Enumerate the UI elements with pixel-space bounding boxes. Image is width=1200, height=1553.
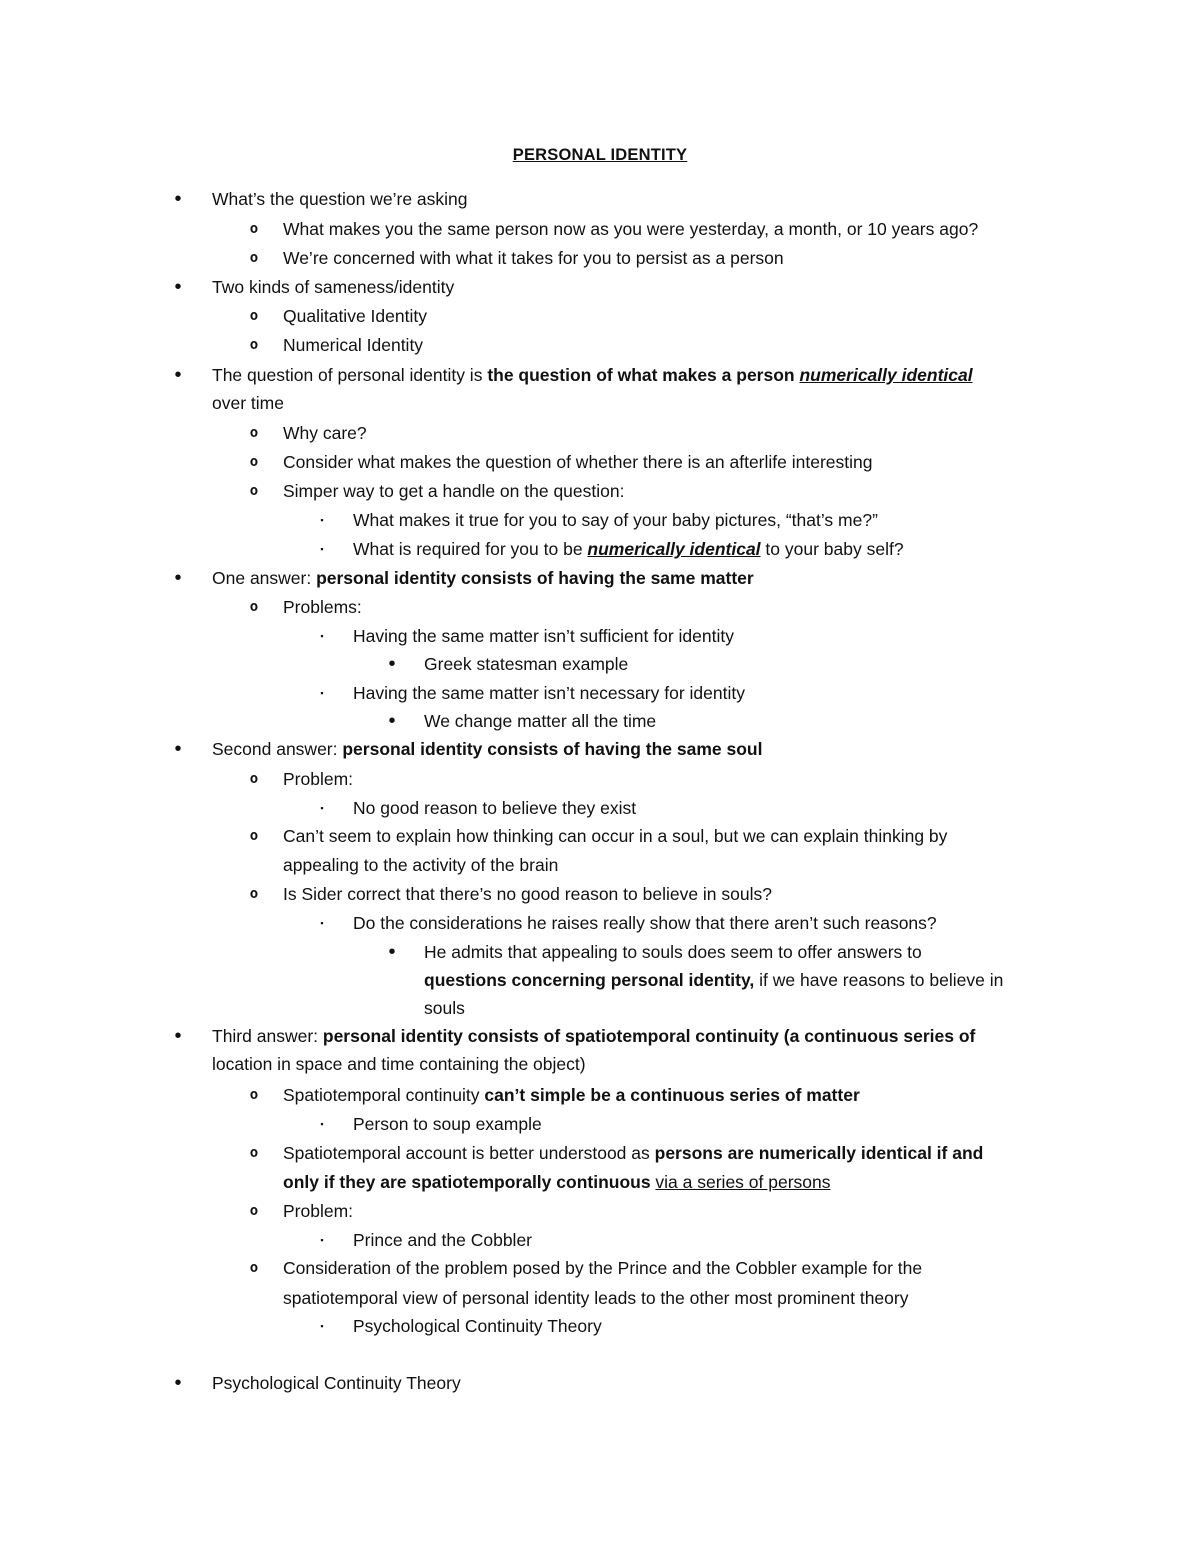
bullet-marker: • [388, 941, 396, 963]
emphasis-text: numerically identical [799, 365, 973, 385]
outline-subitem: Why care? [283, 423, 367, 443]
underlined-text: via a series of persons [655, 1172, 831, 1192]
text-run: One answer: [212, 568, 317, 588]
outline-item-continued: over time [212, 393, 284, 413]
square-bullet-marker: ▪ [320, 631, 324, 641]
text-run: Spatiotemporal continuity [283, 1085, 485, 1105]
bullet-marker: • [174, 276, 182, 298]
outline-level4-item: He admits that appealing to souls does seem to offer answers to [424, 942, 922, 962]
outline-subitem: We’re concerned with what it takes for you to persist as a person [283, 248, 784, 268]
outline-subitem: Is Sider correct that there’s no good reason to believe in souls? [283, 884, 772, 904]
bold-text: questions concerning personal identity, [424, 970, 755, 990]
sub-bullet-marker: o [249, 221, 259, 237]
outline-subitem: Can’t seem to explain how thinking can occur in a soul, but we can explain thinking by [283, 826, 948, 846]
sub-bullet-marker: o [249, 454, 259, 470]
outline-subsubitem: Having the same matter isn’t necessary for identity [353, 683, 745, 703]
text-run: Second answer: [212, 739, 343, 759]
outline-level4-item-continued [424, 966, 1003, 994]
outline-subsubitem: What makes it true for you to say of your baby pictures, “that’s me?” [353, 510, 878, 530]
sub-bullet-marker: o [249, 1260, 259, 1276]
sub-bullet-marker: o [249, 771, 259, 787]
sub-bullet-marker: o [249, 1145, 259, 1161]
text-run: The question of personal identity is [212, 365, 488, 385]
outline-item [212, 1022, 975, 1050]
outline-subitem [283, 1081, 860, 1109]
sub-bullet-marker: o [249, 308, 259, 324]
sub-bullet-marker: o [249, 337, 259, 353]
bullet-marker: • [174, 738, 182, 760]
bold-text: can’t simple be a continuous series of matter [484, 1085, 860, 1105]
square-bullet-marker: ▪ [320, 544, 324, 554]
outline-subitem: Simper way to get a handle on the question: [283, 481, 625, 501]
outline-level4-item: We change matter all the time [424, 711, 657, 731]
outline-level4-item-continued: souls [424, 998, 465, 1018]
outline-subitem: Problems: [283, 597, 362, 617]
square-bullet-marker: ▪ [320, 1321, 324, 1331]
sub-bullet-marker: o [249, 250, 259, 266]
outline-subitem-continued [283, 1168, 831, 1196]
outline-subsubitem: No good reason to believe they exist [353, 798, 637, 818]
bullet-marker: • [174, 188, 182, 210]
outline-subitem: Problem: [283, 769, 354, 789]
outline-item [212, 564, 754, 592]
bullet-marker: • [174, 567, 182, 589]
outline-item-continued: location in space and time containing the object) [212, 1054, 586, 1074]
outline-subitem-continued: appealing to the activity of the brain [283, 855, 559, 875]
text-run: Spatiotemporal account is better understood as [283, 1143, 655, 1163]
bullet-marker: • [388, 653, 396, 675]
outline-subsubitem: Psychological Continuity Theory [353, 1316, 602, 1336]
outline-item: Two kinds of sameness/identity [212, 277, 455, 297]
outline-subsubitem: Do the considerations he raises really show that there aren’t such reasons? [353, 913, 937, 933]
outline-item [212, 735, 762, 763]
outline-subsubitem: Prince and the Cobbler [353, 1230, 532, 1250]
bold-text: persons are numerically identical if and [654, 1143, 984, 1163]
text-run: What is required for you to be [353, 539, 588, 559]
bullet-marker: • [174, 364, 182, 386]
outline-subitem: Consider what makes the question of whether there is an afterlife interesting [283, 452, 873, 472]
outline-level4-item: Greek statesman example [424, 654, 629, 674]
bullet-marker: • [174, 1025, 182, 1047]
text-run: to your baby self? [760, 539, 904, 559]
outline-subsubitem: Having the same matter isn’t sufficient for identity [353, 626, 734, 646]
outline-subitem: Numerical Identity [283, 335, 424, 355]
square-bullet-marker: ▪ [320, 1235, 324, 1245]
bullet-marker: • [174, 1372, 182, 1394]
square-bullet-marker: ▪ [320, 918, 324, 928]
outline-item: Psychological Continuity Theory [212, 1373, 461, 1393]
sub-bullet-marker: o [249, 828, 259, 844]
square-bullet-marker: ▪ [320, 688, 324, 698]
square-bullet-marker: ▪ [320, 803, 324, 813]
sub-bullet-marker: o [249, 886, 259, 902]
bold-text: personal identity consists of having the same matter [316, 568, 754, 588]
outline-subitem: Consideration of the problem posed by the Prince and the Cobbler example for the [283, 1258, 923, 1278]
text-run: if we have reasons to believe in [754, 970, 1004, 990]
outline-item [212, 361, 973, 389]
outline-subitem-continued: spatiotemporal view of personal identity leads to the other most prominent theory [283, 1288, 909, 1308]
outline-subitem: Qualitative Identity [283, 306, 427, 326]
sub-bullet-marker: o [249, 483, 259, 499]
square-bullet-marker: ▪ [320, 1119, 324, 1129]
outline-subsubitem: Person to soup example [353, 1114, 542, 1134]
outline-subitem [283, 1139, 983, 1167]
outline-subitem: What makes you the same person now as you were yesterday, a month, or 10 years ago? [283, 219, 979, 239]
bullet-marker: • [388, 710, 396, 732]
outline-item: What’s the question we’re asking [212, 189, 468, 209]
bold-text: personal identity consists of spatiotemporal continuity (a continuous series of [322, 1026, 976, 1046]
text-run: Third answer: [212, 1026, 323, 1046]
emphasis-text: numerically identical [587, 539, 761, 559]
outline-subsubitem [353, 535, 904, 563]
sub-bullet-marker: o [249, 599, 259, 615]
sub-bullet-marker: o [249, 1087, 259, 1103]
bold-text: personal identity consists of having the same soul [342, 739, 763, 759]
bold-text: the question of what makes a person [487, 365, 800, 385]
sub-bullet-marker: o [249, 1203, 259, 1219]
outline-subitem: Problem: [283, 1201, 354, 1221]
square-bullet-marker: ▪ [320, 515, 324, 525]
sub-bullet-marker: o [249, 425, 259, 441]
bold-text: only if they are spatiotemporally continuous [283, 1172, 656, 1192]
page-title: PERSONAL IDENTITY [512, 146, 688, 164]
